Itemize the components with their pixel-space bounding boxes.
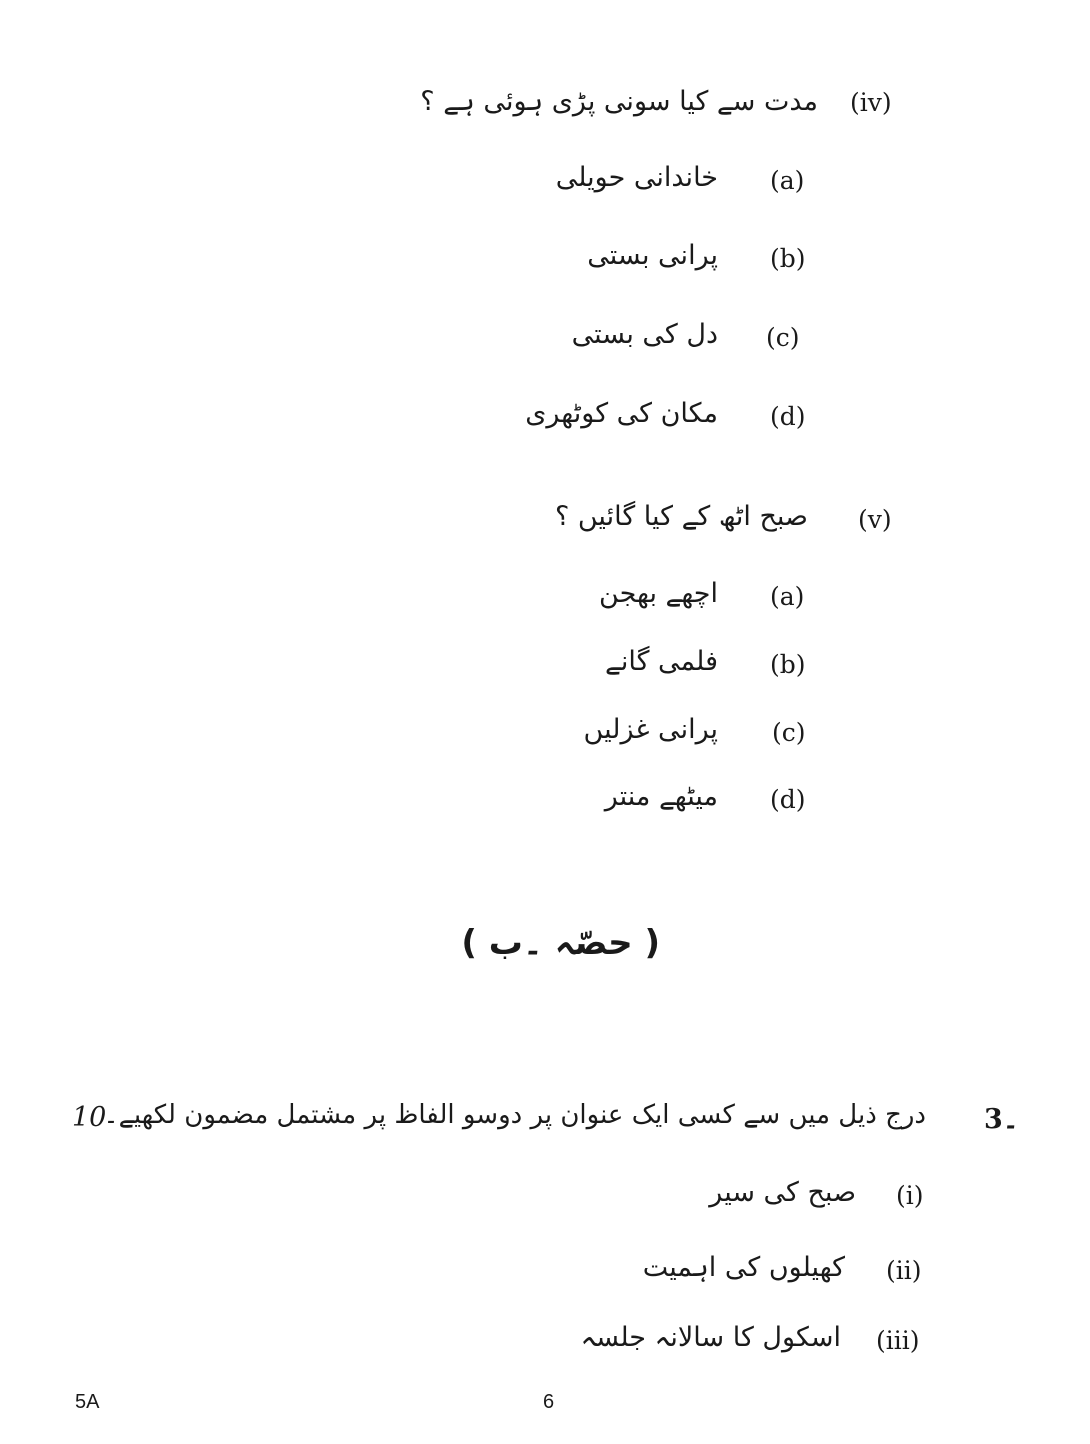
question-3-topic-iii-marker: (iii) [876,1326,920,1355]
question-iv-option-d-marker: (d) [770,402,806,431]
question-3-number: 3۔ [984,1104,1019,1135]
paper-code: 5A [75,1391,100,1413]
page-number: 6 [543,1391,555,1413]
section-b-heading: ( حصّہ ۔ب ) [461,923,660,963]
question-iv-option-b-marker: (b) [770,244,806,273]
question-iv-option-a-marker: (a) [770,166,805,195]
question-v-option-b-text: فلمی گانے [605,646,718,677]
question-v-option-c-text: پرانی غزلیں [583,714,718,745]
question-iv-option-b-text: پرانی بستی [587,240,718,271]
question-v-option-a-marker: (a) [770,582,805,611]
question-3-topic-ii-marker: (ii) [886,1256,922,1285]
question-iv-text: مدت سے کیا سونی پڑی ہوئی ہے ؟ [420,86,818,117]
question-iv-option-a-text: خاندانی حویلی [555,162,718,193]
question-v-option-c-marker: (c) [772,718,806,747]
question-3-marks: 10 [72,1102,107,1133]
question-v-option-a-text: اچھے بھجن [599,578,718,609]
question-iv-option-c-text: دل کی بستی [571,319,718,350]
question-v-option-d-marker: (d) [770,785,806,814]
question-v-option-d-text: میٹھے منتر [604,781,718,812]
question-3-topic-ii-text: کھیلوں کی اہمیت [642,1252,845,1283]
question-3-topic-i-marker: (i) [896,1181,924,1210]
question-3-topic-i-text: صبح کی سیر [709,1177,856,1208]
question-v-marker: (v) [858,505,892,534]
question-iv-option-d-text: مکان کی کوٹھری [525,398,718,429]
question-iv-option-c-marker: (c) [766,323,800,352]
question-3-text: درج ذیل میں سے کسی ایک عنوان پر دوسو الفاظ پر مشتمل مضمون لکھیے۔ [103,1100,926,1130]
question-v-option-b-marker: (b) [770,650,806,679]
question-v-text: صبح اٹھ کے کیا گائیں ؟ [554,501,808,532]
question-iv-marker: (iv) [850,88,892,117]
question-3-topic-iii-text: اسکول کا سالانہ جلسہ [580,1322,841,1353]
